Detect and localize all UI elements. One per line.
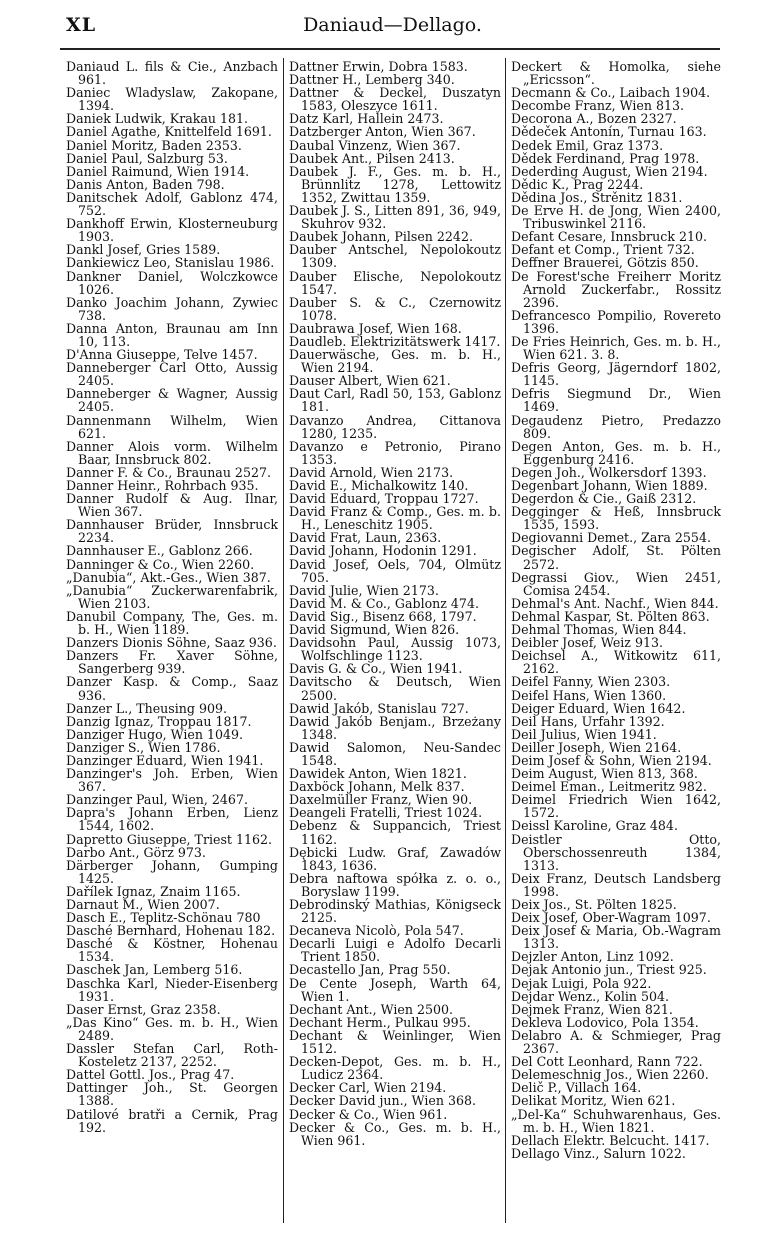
directory-entry: Daubrawa Josef, Wien 168.: [289, 320, 462, 336]
directory-entry: Dědic K., Prag 2244.: [511, 176, 644, 192]
directory-entry: Dauerwäsche, Ges. m. b. H., Wien 2194.: [289, 347, 501, 376]
directory-entry: Dehmal Kaspar, St. Pölten 863.: [511, 608, 710, 624]
directory-entry: Davidsohn Paul, Aussig 1073, Wolfschlinge 1123.: [289, 635, 501, 664]
directory-entry: Danneberger & Wagner, Aussig 2405.: [66, 386, 278, 415]
directory-entry: Delikat Moritz, Wien 621.: [511, 1093, 676, 1109]
directory-entry: Deim Josef & Sohn, Wien 2194.: [511, 752, 712, 768]
directory-entry: Degerdon & Cie., Gaiß 2312.: [511, 491, 697, 507]
directory-entry: Dejzler Anton, Linz 1092.: [511, 949, 674, 965]
column-middle: [289, 60, 501, 1230]
directory-entry: Daubek J. F., Ges. m. b. H., Brünnlitz 1278, Lettowitz 1352, Zwittau 1359.: [289, 163, 501, 205]
directory-entry: Daniel Paul, Salzburg 53.: [66, 150, 228, 166]
directory-entry: Dankiewicz Leo, Stanislau 1986.: [66, 255, 275, 271]
directory-entry: Deimel Friedrich Wien 1642, 1572.: [511, 792, 721, 821]
page-header: [66, 14, 719, 44]
directory-entry: David E., Michalkowitz 140.: [289, 478, 469, 493]
directory-entry: Decker David jun., Wien 368.: [289, 1093, 477, 1109]
directory-entry: Dattner Erwin, Dobra 1583.: [289, 60, 468, 74]
directory-entry: Deix Josef & Maria, Ob.-Wagram 1313.: [511, 923, 721, 952]
directory-entry: Dehmal Thomas, Wien 844.: [511, 622, 687, 638]
directory-entry: De Cente Joseph, Warth 64, Wien 1.: [289, 975, 501, 1004]
directory-entry: Dawid Salomon, Neu-Sandec 1548.: [289, 739, 501, 768]
directory-entry: Deix Jos., St. Pölten 1825.: [511, 897, 677, 912]
directory-entry: Därberger Johann, Gumping 1425.: [66, 857, 278, 886]
column-left: [66, 60, 278, 1230]
directory-entry: Danzer Kasp. & Comp., Saaz 936.: [66, 674, 278, 703]
directory-entry: David Arnold, Wien 2173.: [289, 464, 454, 480]
directory-entry: „Del-Ka“ Schuhwarenhaus, Ges. m. b. H., Wien 1821.: [511, 1106, 721, 1135]
directory-entry: Decorona A., Bozen 2327.: [511, 111, 677, 127]
directory-entry: Dassler Stefan Carl, Roth-Kosteletz 2137, 2252.: [66, 1041, 278, 1070]
directory-entry: Debenz & Suppancich, Triest 1162.: [289, 818, 501, 847]
directory-entry: Dawid Jakób, Stanislau 727.: [289, 700, 469, 716]
directory-entry: Daniec Wladyslaw, Zakopane, 1394.: [66, 85, 278, 114]
directory-entry: Daut Carl, Radl 50, 153, Gablonz 181.: [289, 386, 501, 415]
directory-entry: Danner Heinr., Rohrbach 935.: [66, 478, 259, 493]
directory-entry: Deil Hans, Urfahr 1392.: [511, 713, 665, 729]
directory-entry: Danner Alois vorm. Wilhelm Baar, Innsbruck 802.: [66, 438, 278, 467]
directory-entry: Dapra's Johann Erben, Lienz 1544, 1602.: [66, 805, 278, 834]
directory-entry: Danis Anton, Baden 798.: [66, 176, 225, 192]
directory-entry: Dattner & Deckel, Duszatyn 1583, Oleszyce 1611.: [289, 85, 501, 114]
directory-entry: Deix Franz, Deutsch Landsberg 1998.: [511, 870, 721, 899]
directory-entry: Datz Karl, Hallein 2473.: [289, 111, 444, 127]
directory-entry: Deix Josef, Ober-Wagram 1097.: [511, 910, 711, 926]
directory-entry: Danziger S., Wien 1786.: [66, 739, 221, 755]
directory-entry: Daniel Agathe, Knittelfeld 1691.: [66, 124, 272, 140]
directory-entry: David Julie, Wien 2173.: [289, 582, 439, 598]
directory-entry: Daxelmüller Franz, Wien 90.: [289, 792, 473, 808]
directory-entry: Decker Carl, Wien 2194.: [289, 1080, 447, 1096]
directory-entry: Danna Anton, Braunau am Inn 10, 113.: [66, 320, 278, 349]
directory-entry: Dankhoff Erwin, Klosterneuburg 1903.: [66, 216, 278, 245]
directory-entry: Dannhauser E., Gablonz 266.: [66, 543, 253, 559]
directory-entry: Daniek Ludwik, Krakau 181.: [66, 111, 249, 127]
header-rule: [60, 48, 720, 50]
directory-entry: Dębicki Ludw. Graf, Zawadów 1843, 1636.: [289, 844, 501, 873]
directory-entry: Davanzo e Petronio, Pirano 1353.: [289, 438, 501, 467]
directory-entry: Deiger Eduard, Wien 1642.: [511, 700, 686, 716]
directory-entry: David Josef, Oels, 704, Olmütz 705.: [289, 556, 501, 585]
directory-entry: Degginger & Heß, Innsbruck 1535, 1593.: [511, 504, 721, 533]
directory-entry: Danzers Dionis Söhne, Saaz 936.: [66, 635, 277, 651]
directory-entry: Deffner Brauerei, Götzis 850.: [511, 255, 699, 271]
directory-entry: Dejmek Franz, Wien 821.: [511, 1001, 673, 1017]
directory-entry: Dauser Albert, Wien 621.: [289, 373, 451, 389]
directory-entry: Dattel Gottl. Jos., Prag 47.: [66, 1067, 235, 1083]
directory-entry: Dapretto Giuseppe, Triest 1162.: [66, 831, 273, 847]
directory-entry: Decmann & Co., Laibach 1904.: [511, 85, 711, 101]
directory-entry: Daudleb. Elektrizitätswerk 1417.: [289, 333, 501, 349]
directory-entry: David Franz & Comp., Ges. m. b. H., Leneschitz 1905.: [289, 504, 501, 533]
directory-entry: Deichsel A., Witkowitz 611, 2162.: [511, 648, 721, 677]
column-right: [511, 60, 721, 1230]
directory-entry: Dellach Elektr. Belcucht. 1417.: [511, 1132, 710, 1148]
directory-entry: Dejak Antonio jun., Triest 925.: [511, 962, 707, 978]
directory-entry: Degrassi Giov., Wien 2451, Comisa 2454.: [511, 569, 721, 598]
directory-entry: Daniel Moritz, Baden 2353.: [66, 137, 242, 153]
page-title: Daniaud—Dellago.: [303, 14, 482, 36]
directory-entry: Dankner Daniel, Wolczkowce 1026.: [66, 268, 278, 297]
directory-entry: Daubek Johann, Pilsen 2242.: [289, 229, 473, 245]
directory-entry: Degaudenz Pietro, Predazzo 809.: [511, 412, 721, 441]
directory-entry: Darbo Ant., Görz 973.: [66, 844, 206, 860]
directory-entry: De Forest'sche Freiherr Moritz Arnold Zuckerfabr., Rossitz 2396.: [511, 268, 721, 310]
directory-entry: Decastello Jan, Prag 550.: [289, 962, 451, 978]
directory-entry: Dedek Emil, Graz 1373.: [511, 137, 664, 153]
directory-entry: Dankl Josef, Gries 1589.: [66, 242, 221, 258]
directory-entry: Daubal Vinzenz, Wien 367.: [289, 137, 461, 153]
directory-entry: Dauber S. & C., Czernowitz 1078.: [289, 294, 501, 323]
directory-entry: Deim August, Wien 813, 368.: [511, 766, 698, 782]
directory-entry: Defrancesco Pompilio, Rovereto 1396.: [511, 307, 721, 336]
directory-entry: Dauber Antschel, Nepolokoutz 1309.: [289, 242, 501, 271]
directory-entry: D'Anna Giuseppe, Telve 1457.: [66, 347, 258, 363]
directory-entry: Danzinger's Joh. Erben, Wien 367.: [66, 766, 278, 795]
directory-entry: Dekleva Lodovico, Pola 1354.: [511, 1014, 699, 1030]
directory-entry: „Das Kino“ Ges. m. b. H., Wien 2489.: [66, 1014, 278, 1043]
directory-entry: Decker & Co., Wien 961.: [289, 1106, 448, 1122]
directory-entry: Danzer L., Theusing 909.: [66, 700, 227, 716]
directory-entry: David Sigmund, Wien 826.: [289, 622, 460, 638]
directory-entry: Defris Siegmund Dr., Wien 1469.: [511, 386, 721, 415]
directory-entry: Delič P., Villach 164.: [511, 1080, 642, 1096]
directory-entry: Dejdar Wenz., Kolin 504.: [511, 988, 670, 1004]
directory-entry: Dellago Vinz., Salurn 1022.: [511, 1145, 686, 1161]
directory-entry: Danner Rudolf & Aug. Ilnar, Wien 367.: [66, 491, 278, 520]
directory-entry: Del Cott Leonhard, Rann 722.: [511, 1054, 703, 1070]
directory-entry: Defant et Comp., Trient 732.: [511, 242, 695, 258]
directory-entry: Decaneva Nicolò, Pola 547.: [289, 923, 464, 939]
directory-entry: Defant Cesare, Innsbruck 210.: [511, 229, 708, 245]
directory-entry: Dasché Bernhard, Hohenau 182.: [66, 923, 276, 939]
directory-entry: Dejak Luigi, Pola 922.: [511, 975, 652, 991]
directory-entry: Deifel Fanny, Wien 2303.: [511, 674, 671, 690]
directory-entry: Darnaut M., Wien 2007.: [66, 897, 220, 912]
directory-entry: Datzberger Anton, Wien 367.: [289, 124, 476, 140]
directory-entry: Deibler Josef, Weiz 913.: [511, 635, 663, 651]
directory-entry: Daser Ernst, Graz 2358.: [66, 1001, 221, 1017]
directory-entry: Dědeček Antonín, Turnau 163.: [511, 124, 707, 140]
directory-entry: Deifel Hans, Wien 1360.: [511, 687, 667, 703]
directory-entry: Decken-Depot, Ges. m. b. H., Ludicz 2364.: [289, 1054, 501, 1083]
directory-entry: Debrodinský Mathias, Königseck 2125.: [289, 897, 501, 926]
directory-entry: De Fries Heinrich, Ges. m. b. H., Wien 621. 3. 8.: [511, 333, 721, 363]
directory-entry: Dařílek Ignaz, Znaim 1165.: [66, 883, 241, 899]
directory-entry: Delabro A. & Schmieger, Prag 2367.: [511, 1027, 721, 1057]
directory-entry: Dattner H., Lemberg 340.: [289, 72, 455, 88]
directory-entry: Dědek Ferdinand, Prag 1978.: [511, 150, 700, 166]
directory-entry: Danzinger Paul, Wien, 2467.: [66, 792, 248, 808]
directory-entry: Daniel Raimund, Wien 1914.: [66, 163, 250, 179]
directory-entry: Dechant & Weinlinger, Wien 1512.: [289, 1027, 501, 1057]
directory-entry: Dechant Ant., Wien 2500.: [289, 1001, 454, 1017]
directory-entry: Degen Joh., Wolkersdorf 1393.: [511, 464, 707, 480]
directory-entry: Dattinger Joh., St. Georgen 1388.: [66, 1080, 278, 1109]
directory-entry: Dauber Elische, Nepolokoutz 1547.: [289, 268, 501, 297]
directory-entry: „Danubia“ Zuckerwarenfabrik, Wien 2103.: [66, 582, 278, 611]
directory-entry: Danneberger Carl Otto, Aussig 2405.: [66, 360, 278, 389]
directory-entry: Dannhauser Brüder, Innsbruck 2234.: [66, 517, 278, 546]
directory-entry: Deil Julius, Wien 1941.: [511, 726, 657, 742]
directory-entry: Dederding August, Wien 2194.: [511, 163, 708, 179]
directory-entry: Daubek J. S., Litten 891, 36, 949, Skuhrov 932.: [289, 203, 501, 232]
directory-entry: Dasché & Köstner, Hohenau 1534.: [66, 936, 278, 965]
directory-entry: Davanzo Andrea, Cittanova 1280, 1235.: [289, 412, 501, 441]
directory-entry: Degenbart Johann, Wien 1889.: [511, 478, 708, 493]
column-divider: [505, 58, 506, 1223]
directory-entry: Dědina Jos., Strěnitz 1831.: [511, 189, 683, 205]
directory-entry: Danubil Company, The, Ges. m. b. H., Wien 1189.: [66, 608, 278, 638]
directory-entry: Daubek Ant., Pilsen 2413.: [289, 150, 455, 166]
directory-entry: Deimel Eman., Leitmeritz 982.: [511, 779, 707, 795]
directory-entry: Degen Anton, Ges. m. b. H., Eggenburg 2416.: [511, 438, 721, 467]
directory-entry: David Johann, Hodonin 1291.: [289, 543, 477, 559]
column-divider: [283, 58, 284, 1223]
directory-entry: Dawid Jakób Benjam., Brzeżany 1348.: [289, 713, 501, 742]
directory-entry: „Danubia“, Akt.-Ges., Wien 387.: [66, 569, 271, 585]
directory-entry: Defris Georg, Jägerndorf 1802, 1145.: [511, 360, 721, 389]
directory-entry: Deckert & Homolka, siehe „Ericsson“.: [511, 60, 721, 88]
directory-entry: David Sig., Bisenz 668, 1797.: [289, 608, 477, 624]
directory-entry: Degiovanni Demet., Zara 2554.: [511, 530, 711, 546]
directory-entry: Daschka Karl, Nieder-Eisenberg 1931.: [66, 975, 278, 1004]
directory-entry: Delemeschnig Jos., Wien 2260.: [511, 1067, 709, 1083]
directory-entry: Daniaud L. fils & Cie., Anzbach 961.: [66, 60, 278, 88]
directory-entry: Danko Joachim Johann, Zywiec 738.: [66, 294, 278, 323]
directory-entry: Davitscho & Deutsch, Wien 2500.: [289, 674, 501, 703]
directory-entry: Decarli Luigi e Adolfo Decarli Trient 1850.: [289, 936, 501, 965]
directory-entry: Danzers Fr. Xaver Söhne, Sangerberg 939.: [66, 648, 278, 677]
directory-entry: Debra naftowa spółka z. o. o., Boryslaw 1199.: [289, 870, 501, 899]
directory-entry: Dehmal's Ant. Nachf., Wien 844.: [511, 595, 719, 611]
directory-entry: David Frat, Laun, 2363.: [289, 530, 442, 546]
directory-entry: Danziger Hugo, Wien 1049.: [66, 726, 244, 742]
directory-entry: Danzig Ignaz, Troppau 1817.: [66, 713, 252, 729]
directory-entry: Daschek Jan, Lemberg 516.: [66, 962, 243, 978]
directory-entry: Davis G. & Co., Wien 1941.: [289, 661, 463, 677]
directory-entry: David Eduard, Troppau 1727.: [289, 491, 479, 507]
directory-entry: Datilové bratři a Cernik, Prag 192.: [66, 1106, 278, 1135]
directory-entry: De Erve H. de Jong, Wien 2400, Tribuswinkel 2116.: [511, 203, 721, 232]
directory-entry: Danzinger Eduard, Wien 1941.: [66, 752, 264, 768]
directory-entry: Degischer Adolf, St. Pölten 2572.: [511, 543, 721, 572]
directory-entry: Dasch E., Teplitz-Schönau 780: [66, 910, 261, 926]
directory-entry: Dawidek Anton, Wien 1821.: [289, 766, 467, 782]
directory-entry: David M. & Co., Gablonz 474.: [289, 595, 479, 611]
page-number: XL: [66, 14, 97, 36]
directory-entry: Daxböck Johann, Melk 837.: [289, 779, 465, 795]
directory-entry: Decker & Co., Ges. m. b. H., Wien 961.: [289, 1119, 501, 1148]
directory-entry: Danninger & Co., Wien 2260.: [66, 556, 255, 572]
directory-entry: Dechant Herm., Pulkau 995.: [289, 1014, 471, 1030]
directory-entry: Deissl Karoline, Graz 484.: [511, 818, 678, 834]
directory-entry: Danitschek Adolf, Gablonz 474, 752.: [66, 189, 278, 219]
directory-entry: Deiller Joseph, Wien 2164.: [511, 739, 682, 755]
directory-entry: Decombe Franz, Wien 813.: [511, 98, 685, 114]
directory-entry: Dannenmann Wilhelm, Wien 621.: [66, 412, 278, 441]
directory-entry: Danner F. & Co., Braunau 2527.: [66, 464, 271, 480]
directory-entry: Deistler Otto, Oberschossenreuth 1384, 1313.: [511, 831, 721, 873]
directory-entry: Deangeli Fratelli, Triest 1024.: [289, 805, 483, 821]
